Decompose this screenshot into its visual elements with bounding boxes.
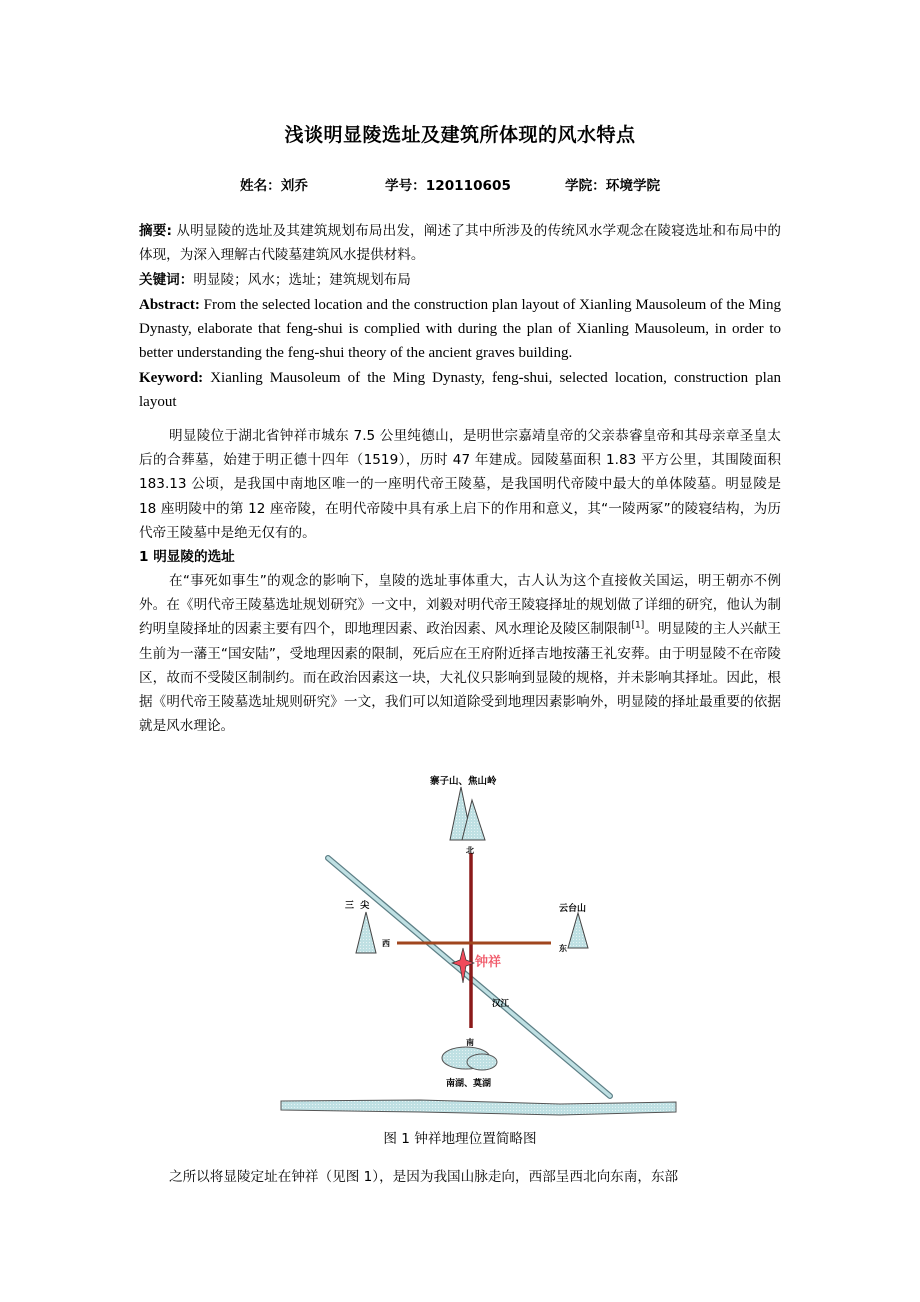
mountain-east <box>568 913 588 948</box>
author-name: 姓名：刘乔 <box>240 178 308 194</box>
paper-title: 浅谈明显陵选址及建筑所体现的风水特点 <box>284 124 636 146</box>
figure-caption: 图 1 钟祥地理位置简略图 <box>383 1131 537 1147</box>
keywords-en-label: Keyword: <box>139 370 204 386</box>
label-lakes: 南湖、莫湖 <box>446 1079 492 1089</box>
label-river: 汉江 <box>492 999 510 1009</box>
lake-chai <box>467 1054 497 1070</box>
student-id: 学号：120110605 <box>385 178 511 194</box>
abstract-zh-label: 摘要: <box>139 223 172 239</box>
intro-paragraph: 明显陵位于湖北省钟祥市城东 7.5 公里纯德山，是明世宗嘉靖皇帝的父亲恭睿皇帝和其母亲章圣皇太后的合葬墓，始建于明正德十四年（1519），历时 47 年建成。园陵墓面积 1.83 平方公里，其围陵面积 183.13 公顷，是我国中南地区唯一的一座明代帝王陵墓，是我国明代帝陵中最大的单体陵墓。明显陵是 18 座明陵中的第 12 座帝陵，在明代帝陵中具有承上启下的作用和意义，其“一陵两冢”的陵寝结构，为历代帝王陵墓中是绝无仅有的。 <box>139 428 781 541</box>
label-west-mountain: 三 尖 <box>345 901 370 911</box>
label-north: 北 <box>466 846 474 855</box>
abstract-en-text: From the selected location and the construction plan layout of Xianling Mausoleum of the Ming Dynasty, elaborate that feng-shui is complied with during the plan of Xianling Mausoleum, in order to better understanding the feng-shui theory of the ancient graves building. <box>139 297 781 362</box>
label-east-mountain: 云台山 <box>559 904 587 914</box>
keywords-en-text: Xianling Mausoleum of the Ming Dynasty, feng-shui, selected location, construction plan layout <box>139 370 781 411</box>
label-east: 东 <box>559 944 567 953</box>
label-south: 南 <box>466 1038 474 1047</box>
section-heading: 1 明显陵的选址 <box>139 549 235 565</box>
citation-link[interactable]: [1] <box>631 620 645 631</box>
abstract-zh-text: 从明显陵的选址及其建筑规划布局出发，阐述了其中所涉及的传统风水学观念在陵寝选址和布局中的体现，为深入理解古代陵墓建筑风水提供材料。 <box>139 223 782 264</box>
label-west: 西 <box>382 939 390 948</box>
label-city: 钟祥 <box>475 955 502 970</box>
school: 学院：环境学院 <box>565 178 661 194</box>
section1-text-a: 在“事死如事生”的观念的影响下，皇陵的选址事体重大，古人认为这个直接攸关国运，明王朝亦不例外。在《明代帝王陵墓选址规划研究》一文中，刘毅对明代帝王陵寝择址的规划做了详细的研究，他认为制约明皇陵择址的因素主要有四个，即地理因素、政治因素、风水理论及陵区制限制 <box>139 573 781 638</box>
abstract-en-label: Abstract: <box>139 297 200 313</box>
river-band <box>281 1100 676 1115</box>
continuation-paragraph: 之所以将显陵定址在钟祥（见图 1），是因为我国山脉走向，西部呈西北向东南，东部 <box>169 1169 679 1185</box>
section1-text-b: 。明显陵的主人兴献王生前为一藩王“国安陆”，受地理因素的限制，死后应在王府附近择吉地按藩王礼安葬。由于明显陵不在帝陵区，故而不受陵区制制约。而在政治因素这一块，大礼仪只影响到显陵的规格，并未影响其择址。因此，根据《明代帝王陵墓选址规则研究》一文，我们可以知道除受到地理因素影响外，明显陵的择址最重要的依据就是风水理论。 <box>139 621 782 735</box>
keywords-zh-text: 明显陵；风水；选址；建筑规划布局 <box>193 272 411 288</box>
mountain-west <box>356 912 376 953</box>
label-north-mountains: 寨子山、焦山岭 <box>430 776 497 787</box>
keywords-zh-label: 关键词： <box>139 272 194 288</box>
